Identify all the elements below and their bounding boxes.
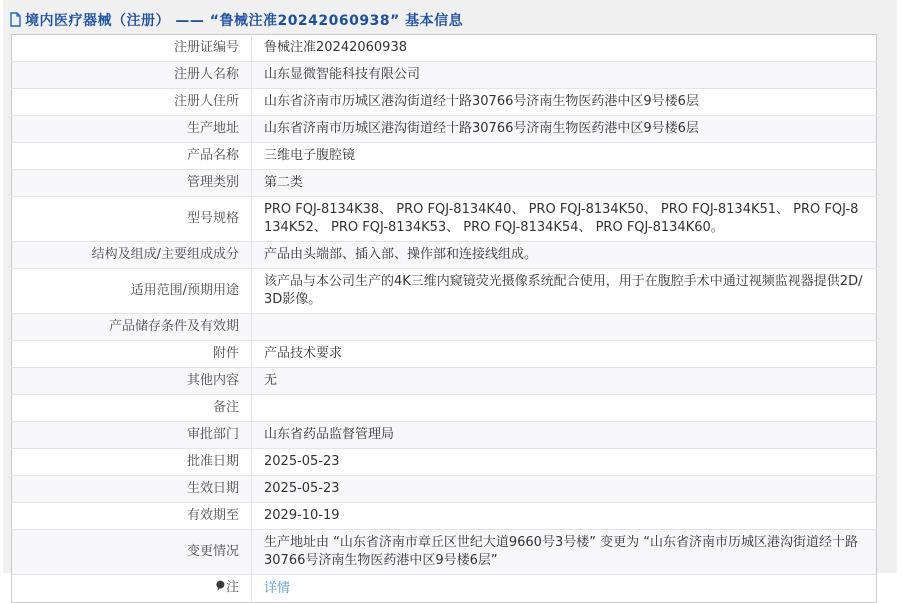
row-label: [12, 530, 252, 575]
row-label: [12, 503, 252, 530]
row-value: [252, 530, 877, 575]
table-row: [12, 575, 877, 603]
note-pin-icon: [215, 580, 225, 598]
row-label: [12, 395, 252, 422]
row-value: [252, 341, 877, 368]
page: [3, 0, 897, 596]
row-label: [12, 89, 252, 116]
row-label-text: 产品名称: [186, 148, 239, 163]
row-label-text: 注: [225, 580, 239, 595]
page-header: [3, 0, 897, 30]
table-row: [12, 368, 877, 395]
row-value-text: 山东省药品监督管理局: [264, 427, 395, 442]
table-row: [12, 89, 877, 116]
row-label-text: 其他内容: [186, 373, 239, 388]
table-row: [12, 62, 877, 89]
row-value: [252, 422, 877, 449]
table-row: [12, 170, 877, 197]
table-row: [12, 197, 877, 242]
row-value: [252, 62, 877, 89]
row-label: [12, 449, 252, 476]
row-label-text: 适用范围/预期用途: [130, 283, 239, 298]
table-row: [12, 476, 877, 503]
row-value: [252, 575, 877, 603]
row-value: [252, 314, 877, 341]
row-label-text: 变更情况: [186, 544, 239, 559]
row-value: [252, 89, 877, 116]
row-value: [252, 116, 877, 143]
row-label-text: 附件: [212, 346, 239, 361]
table-row: [12, 35, 877, 62]
row-label: [12, 341, 252, 368]
table-row: [12, 449, 877, 476]
row-value-text: PRO FQJ-8134K38、 PRO FQJ-8134K40、 PRO FQJ-8134K50、 PRO FQJ-8134K51、 PRO FQJ-8134K52、 PRO FQJ-8134K53、 PRO FQJ-8134K54、 PRO FQJ-8134K60。: [264, 202, 859, 235]
details-link[interactable]: 详情: [264, 580, 291, 596]
row-value: [252, 170, 877, 197]
row-label: [12, 197, 252, 242]
table-row: [12, 143, 877, 170]
table-row: [12, 314, 877, 341]
table-row: [12, 116, 877, 143]
row-label-text: 注册人住所: [173, 94, 239, 109]
row-label-text: 批准日期: [186, 454, 239, 469]
row-value-text: 生产地址由 “山东省济南市章丘区世纪大道9660号3号楼” 变更为 “山东省济南市历城区港沟街道经十路30766号济南生物医药港中区9号楼6层”: [264, 535, 858, 568]
row-value-text: 2029-10-19: [264, 508, 340, 523]
row-value-text: 山东省济南市历城区港沟街道经十路30766号济南生物医药港中区9号楼6层: [264, 94, 699, 109]
table-row: [12, 341, 877, 368]
row-value-text: 山东省济南市历城区港沟街道经十路30766号济南生物医药港中区9号楼6层: [264, 121, 699, 136]
table-row: [12, 503, 877, 530]
row-value-text: 2025-05-23: [264, 481, 340, 496]
row-label-text: 结构及组成/主要组成成分: [91, 247, 239, 262]
row-label-text: 型号规格: [186, 211, 239, 226]
table-row: [12, 530, 877, 575]
row-label: [12, 242, 252, 269]
row-label: [12, 170, 252, 197]
row-value-text: 鲁械注准20242060938: [264, 40, 407, 55]
row-label-text: 审批部门: [186, 427, 239, 442]
row-value: [252, 476, 877, 503]
row-label-text: 注册证编号: [173, 40, 239, 55]
row-label: [12, 62, 252, 89]
row-value-text: 第二类: [264, 175, 304, 190]
row-label-text: 备注: [212, 400, 239, 415]
row-label: [12, 269, 252, 314]
row-value-text: 2025-05-23: [264, 454, 340, 469]
document-icon: [9, 12, 22, 27]
row-value-text: 无: [264, 373, 278, 388]
page-title: 境内医疗器械（注册） —— “鲁械注准20242060938” 基本信息: [25, 12, 464, 29]
row-label-text: 生效日期: [186, 481, 239, 496]
row-label-text: 有效期至: [186, 508, 239, 523]
row-label: [12, 476, 252, 503]
row-value: [252, 269, 877, 314]
table-row: [12, 422, 877, 449]
row-label: [12, 143, 252, 170]
row-value-text: 该产品与本公司生产的4K三维内窥镜荧光摄像系统配合使用，用于在腹腔手术中通过视频监视器提供2D/3D影像。: [264, 274, 863, 307]
row-value: [252, 503, 877, 530]
row-label: [12, 368, 252, 395]
info-table: [11, 34, 877, 603]
row-value: [252, 35, 877, 62]
row-label: [12, 422, 252, 449]
row-value: [252, 197, 877, 242]
row-value-text: 山东显微智能科技有限公司: [264, 67, 421, 82]
row-value-text: 产品技术要求: [264, 346, 343, 361]
row-label-text: 生产地址: [186, 121, 239, 136]
row-label: [12, 314, 252, 341]
row-label: [12, 575, 252, 603]
table-row: [12, 242, 877, 269]
table-row: [12, 395, 877, 422]
row-value: [252, 368, 877, 395]
row-label: [12, 116, 252, 143]
row-value-text: 三维电子腹腔镜: [264, 148, 356, 163]
row-label-text: 注册人名称: [173, 67, 239, 82]
row-label-text: 管理类别: [186, 175, 239, 190]
row-label: [12, 35, 252, 62]
row-label-text: 产品储存条件及有效期: [108, 319, 239, 334]
row-value: [252, 143, 877, 170]
row-value: [252, 395, 877, 422]
table-row: [12, 269, 877, 314]
row-value-text: 产品由头端部、插入部、操作部和连接线组成。: [264, 247, 538, 262]
row-value: [252, 242, 877, 269]
row-value: [252, 449, 877, 476]
